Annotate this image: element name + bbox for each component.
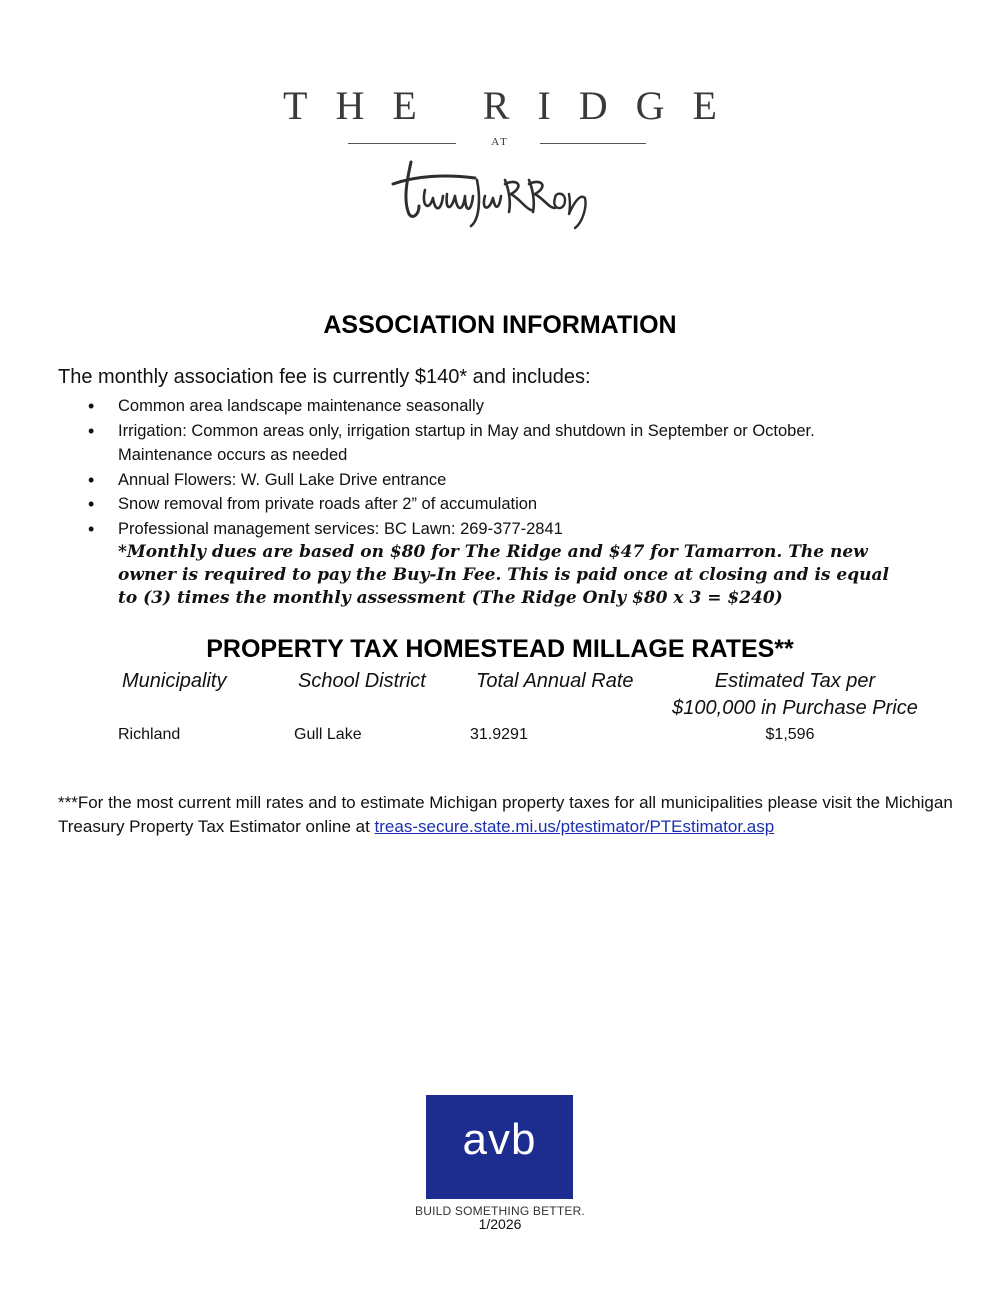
tax-heading: PROPERTY TAX HOMESTEAD MILLAGE RATES** [206, 635, 794, 663]
column-header-total-rate: Total Annual Rate [476, 670, 634, 692]
list-item: • Annual Flowers: W. Gull Lake Drive entrance [88, 468, 908, 493]
logo-title: THE RIDGE [283, 83, 745, 128]
list-item: • Common area landscape maintenance seasonally [88, 394, 908, 419]
association-heading: ASSOCIATION INFORMATION [323, 311, 677, 339]
list-item: • Snow removal from private roads after 2” of accumulation [88, 492, 908, 517]
column-header-estimated-line1: Estimated Tax per [714, 670, 876, 692]
column-header-estimated-line2: $100,000 in Purchase Price [672, 697, 918, 719]
cell-estimated-tax: $1,596 [765, 726, 815, 743]
tax-estimator-link[interactable]: treas-secure.state.mi.us/ptestimator/PTEstimator.asp [374, 817, 775, 836]
footnote [58, 791, 958, 839]
column-header-municipality: Municipality [122, 670, 227, 692]
inclusions-list [88, 394, 908, 541]
dues-note: *Monthly dues are based on $80 for The Ridge and $47 for Tamarron. The new owner is required to pay the Buy-In Fee. This is paid once at closing and is equal to (3) times the monthly assessment (The Ridge Only $80 x 3 = $240) [118, 542, 889, 608]
logo-at-text: AT [491, 136, 509, 148]
avb-logo-text: avb [462, 1115, 537, 1164]
cell-total-rate: 31.9291 [470, 726, 528, 743]
footnote-text: ***For the most current mill rates and to estimate Michigan property taxes for all municipalities please visit the Michigan Treasury Property Tax Estimator online at [58, 793, 953, 836]
avb-logo [426, 1095, 573, 1199]
column-header-estimated-tax [660, 670, 930, 720]
association-intro: The monthly association fee is currently $140* and includes: [58, 366, 591, 388]
document-date: 1/2026 [478, 1216, 522, 1232]
cell-municipality: Richland [118, 726, 181, 743]
list-item: • Professional management services: BC Lawn: 269-377-2841 [88, 517, 908, 542]
cell-school-district: Gull Lake [294, 726, 362, 743]
column-header-school-district: School District [298, 670, 426, 692]
tamarron-script-logo [385, 150, 595, 230]
avb-tagline: BUILD SOMETHING BETTER. [415, 1204, 585, 1218]
logo-rule-right [540, 143, 646, 144]
list-item: • Irrigation: Common areas only, irrigation startup in May and shutdown in September or October. Maintenance occurs as needed [88, 419, 908, 468]
